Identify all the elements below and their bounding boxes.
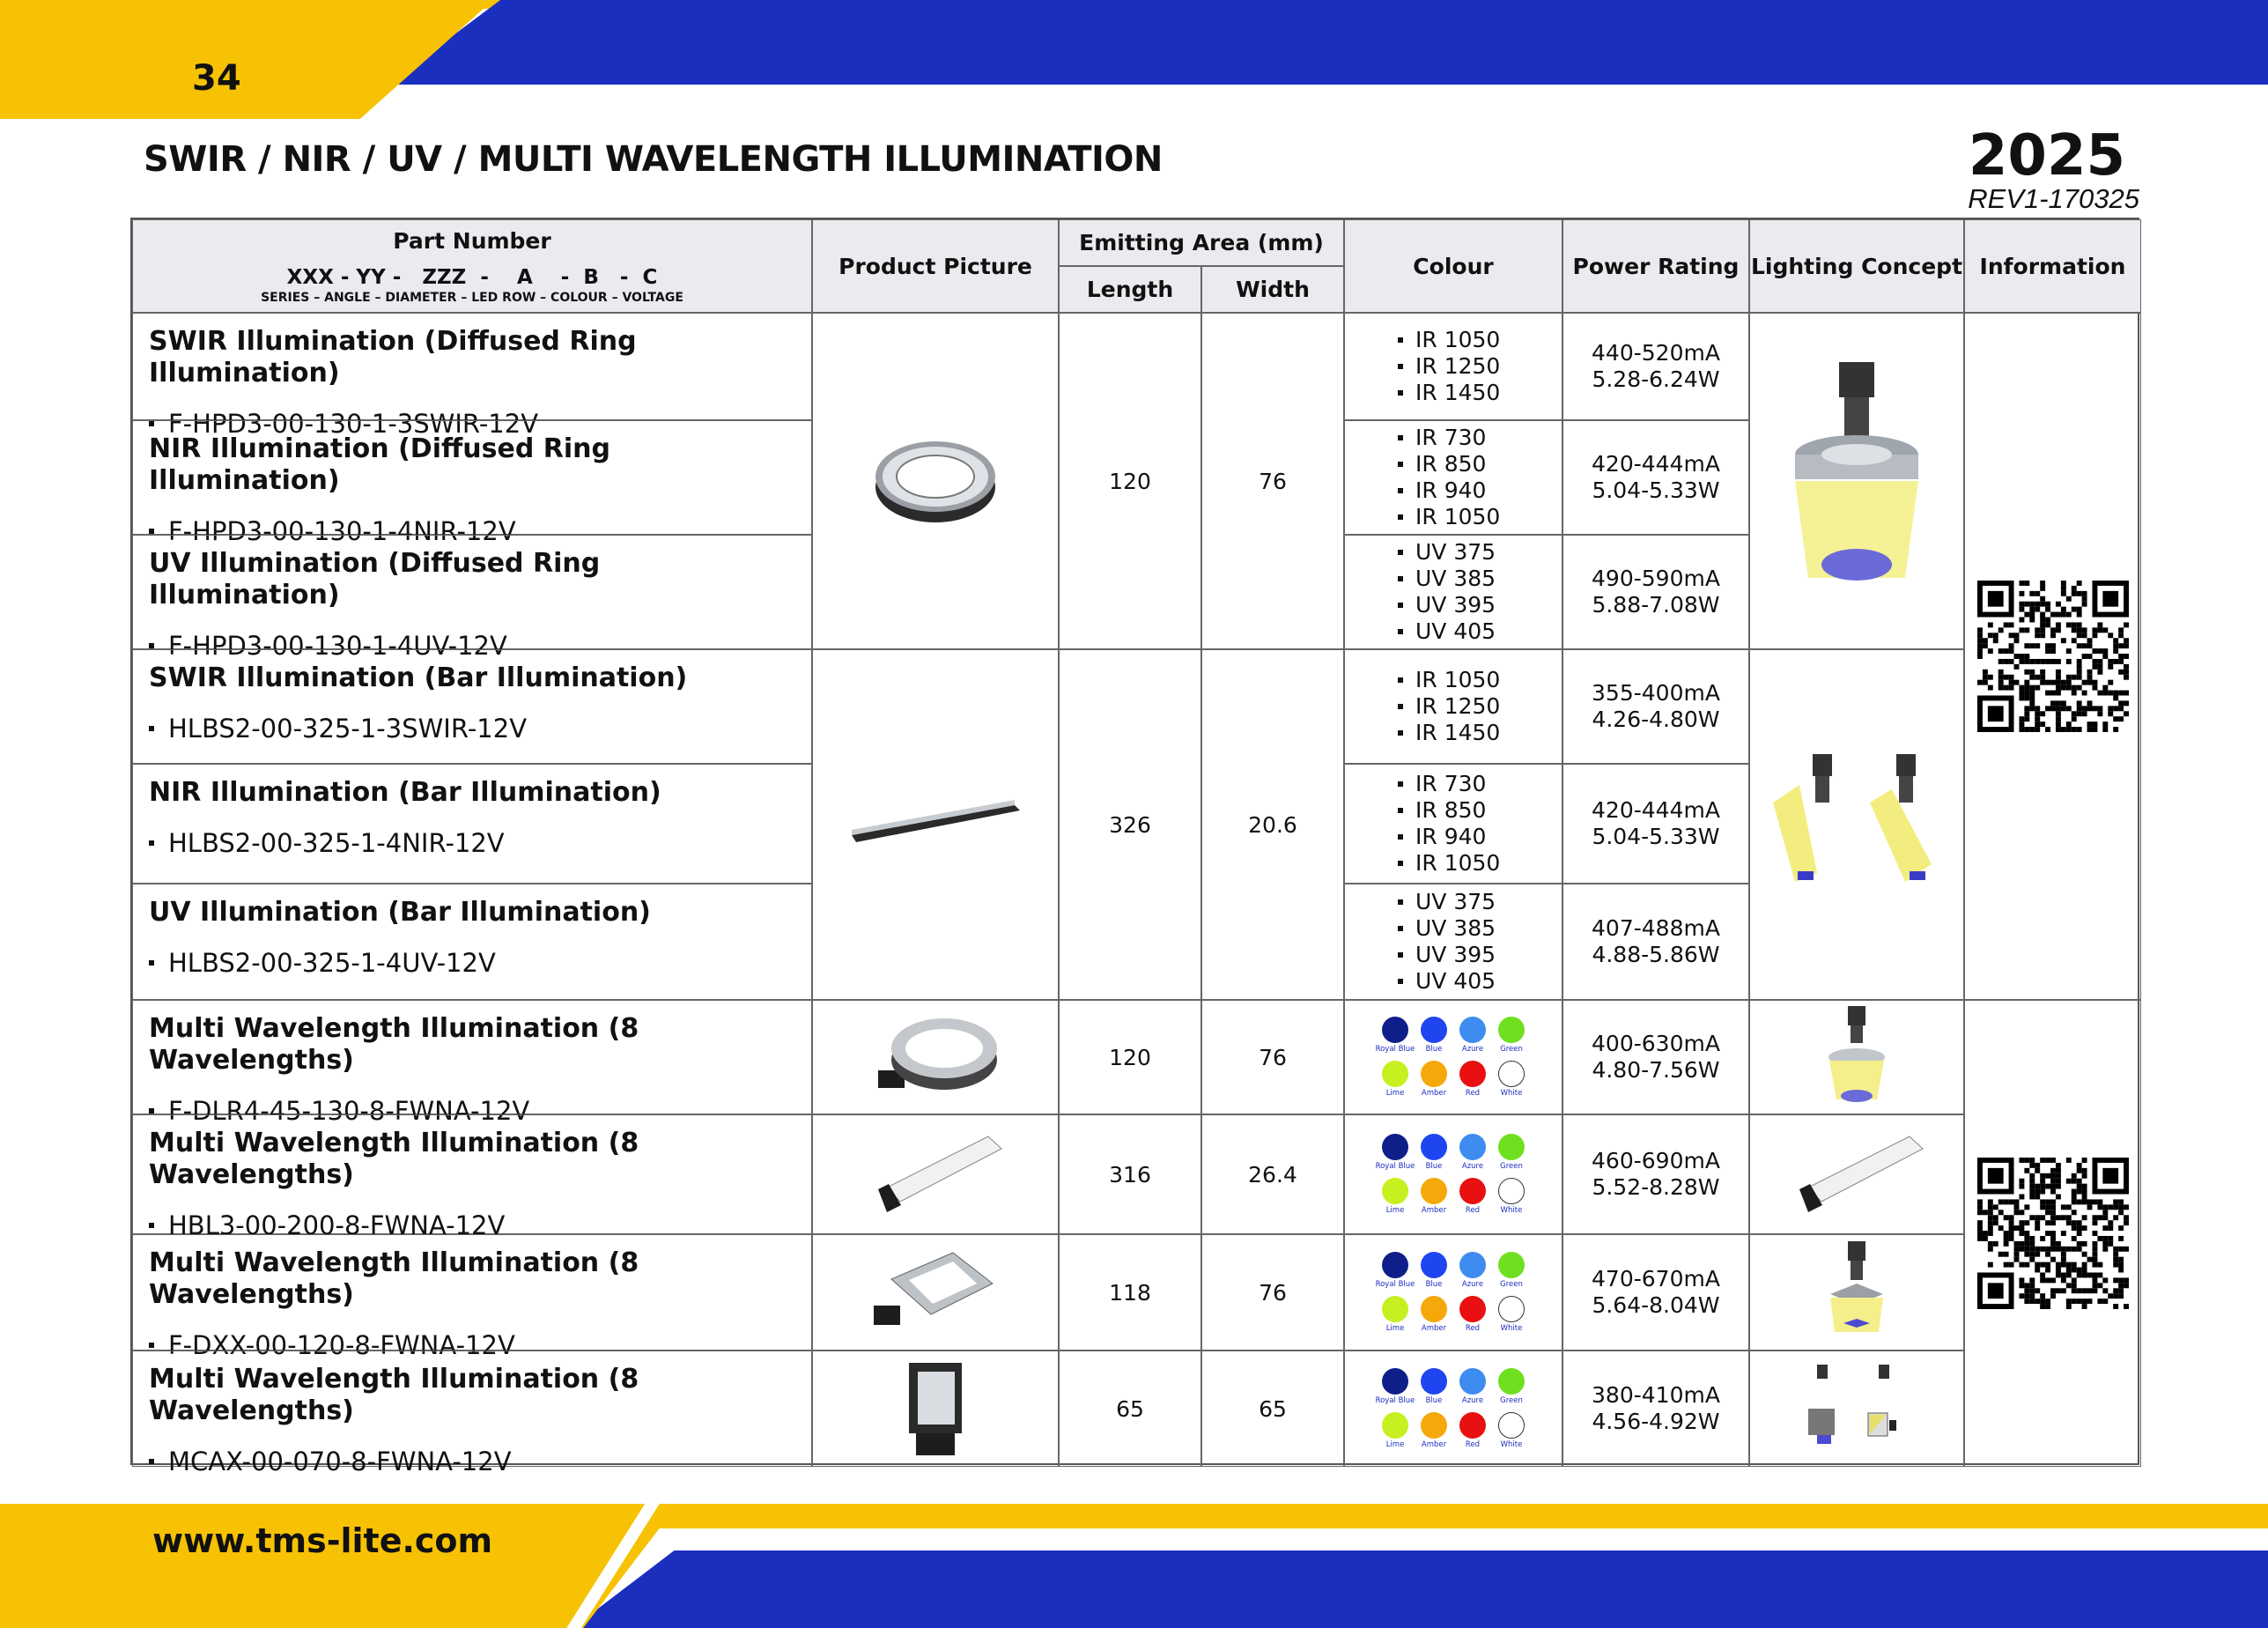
product-name: SWIR Illumination (Bar Illumination): [149, 662, 688, 693]
bar-width: 20.6: [1201, 649, 1344, 1000]
row-7-length: 120: [1059, 1000, 1201, 1114]
colour-item: IR 1250: [1415, 353, 1501, 379]
swatch-dot: [1382, 1252, 1408, 1278]
row-2-power: [1562, 420, 1749, 535]
swatch-label: Blue: [1425, 1162, 1443, 1171]
swatch-label: Green: [1500, 1280, 1523, 1289]
colour-swatch: [1415, 1017, 1453, 1054]
dlr-concept: [1749, 1000, 1964, 1114]
row-2-part: [132, 420, 812, 546]
colour-item: IR 1250: [1415, 693, 1501, 719]
swatch-dot: [1421, 1134, 1447, 1160]
top-yellow-band: [0, 0, 493, 119]
bar-length: 326: [1059, 649, 1201, 1000]
product-name: Multi Wavelength Illumination (8 Wavelengths): [149, 1364, 639, 1426]
swatch-label: Blue: [1425, 1045, 1443, 1054]
colour-swatch: [1492, 1252, 1531, 1289]
power-current: 400-630mA: [1592, 1031, 1720, 1056]
multi-square-image: [869, 1244, 1001, 1341]
colour-swatch: [1376, 1178, 1415, 1215]
bottom-blue-band: [573, 1550, 2268, 1628]
colour-swatch: [1492, 1017, 1531, 1054]
info-cell-2: [1964, 1000, 2141, 1467]
header-part-number: [132, 219, 812, 313]
page-title: SWIR / NIR / UV / MULTI WAVELENGTH ILLUMINATION: [144, 139, 1163, 180]
info-cell-1: [1964, 313, 2141, 1000]
page-number: 34: [192, 58, 241, 99]
swatch-dot: [1382, 1134, 1408, 1160]
swatch-dot: [1498, 1368, 1525, 1395]
colour-swatch: [1415, 1061, 1453, 1098]
swatch-label: Amber: [1421, 1206, 1447, 1215]
header-information: Information: [1964, 219, 2141, 313]
mcax-concept-diagram: [1791, 1360, 1923, 1457]
colour-swatch: [1492, 1412, 1531, 1449]
product-code: MCAX-00-070-8-FWNA-12V: [168, 1447, 512, 1476]
dxx-concept: [1749, 1234, 1964, 1350]
colour-swatch: [1453, 1134, 1492, 1171]
colour-item: IR 1050: [1415, 504, 1501, 529]
swatch-label: Green: [1500, 1396, 1523, 1405]
colour-swatch: [1453, 1296, 1492, 1333]
product-code: F-HPD3-00-130-1-3SWIR-12V: [168, 409, 539, 439]
ring-width: 76: [1201, 313, 1344, 649]
swatch-label: Amber: [1421, 1324, 1447, 1333]
swatch-dot: [1459, 1178, 1486, 1204]
swatch-dot: [1459, 1412, 1486, 1439]
colour-swatch: [1415, 1296, 1453, 1333]
product-code: F-HPD3-00-130-1-4NIR-12V: [168, 516, 516, 546]
row-8-part: [132, 1114, 812, 1240]
mcax-coaxial-picture: [812, 1350, 1059, 1467]
website-link[interactable]: www.tms-lite.com: [152, 1521, 493, 1560]
ring-concept-diagram: [1777, 358, 1936, 604]
row-10-part: [132, 1350, 812, 1476]
swatch-label: Amber: [1421, 1440, 1447, 1449]
power-current: 470-670mA: [1592, 1266, 1720, 1291]
row-9-swatches: [1344, 1234, 1562, 1350]
swatch-label: Amber: [1421, 1089, 1447, 1098]
power-watts: 5.52-8.28W: [1592, 1174, 1720, 1200]
row-1-colours: [1344, 313, 1562, 420]
row-5-colours: [1344, 764, 1562, 884]
swatch-dot: [1382, 1296, 1408, 1322]
power-watts: 4.56-4.92W: [1592, 1409, 1720, 1434]
revision-code: REV1-170325: [1968, 183, 2139, 214]
header-product-picture: Product Picture: [812, 219, 1059, 313]
swatch-dot: [1498, 1252, 1525, 1278]
swatch-dot: [1498, 1017, 1525, 1043]
swatch-dot: [1421, 1368, 1447, 1395]
swatch-dot: [1459, 1296, 1486, 1322]
colour-swatch: [1376, 1368, 1415, 1405]
qr-code-icon[interactable]: [1977, 581, 2129, 732]
header-emitting-area: Emitting Area (mm): [1059, 219, 1344, 266]
multi-ring-image: [869, 1009, 1001, 1106]
colour-swatch: [1492, 1134, 1531, 1171]
colour-item: IR 1450: [1415, 380, 1501, 405]
header-length: Length: [1059, 266, 1201, 313]
ring-length: 120: [1059, 313, 1201, 649]
bar-light-picture: [812, 649, 1059, 1000]
swatch-dot: [1459, 1252, 1486, 1278]
row-4-part: [132, 649, 812, 764]
colour-swatch: [1453, 1368, 1492, 1405]
colour-swatch: [1415, 1412, 1453, 1449]
swatch-label: Azure: [1461, 1045, 1484, 1054]
row-5-part: [132, 764, 812, 884]
power-watts: 5.04-5.33W: [1592, 477, 1720, 503]
row-4-colours: [1344, 649, 1562, 764]
power-current: 420-444mA: [1592, 451, 1720, 477]
colour-item: IR 1450: [1415, 720, 1501, 745]
part-legend: SERIES – ANGLE – DIAMETER – LED ROW – COLOUR – VOLTAGE: [261, 290, 683, 305]
product-code: HLBS2-00-325-1-4NIR-12V: [168, 828, 505, 858]
row-6-colours: [1344, 884, 1562, 1000]
colour-swatch: [1415, 1252, 1453, 1289]
product-name: NIR Illumination (Diffused Ring Illumination): [149, 433, 610, 496]
colour-item: UV 395: [1415, 942, 1496, 967]
row-2-colours: [1344, 420, 1562, 535]
swatch-dot: [1498, 1178, 1525, 1204]
swatch-dot: [1498, 1061, 1525, 1087]
colour-swatch: [1492, 1178, 1531, 1215]
colour-swatch: [1415, 1368, 1453, 1405]
swatch-label: Red: [1465, 1324, 1481, 1333]
swatch-dot: [1459, 1061, 1486, 1087]
colour-item: IR 1050: [1415, 327, 1501, 352]
power-current: 380-410mA: [1592, 1382, 1720, 1408]
row-10-power: [1562, 1350, 1749, 1467]
product-name: UV Illumination (Diffused Ring Illumination): [149, 548, 601, 610]
swatch-label: Blue: [1425, 1396, 1443, 1405]
swatch-dot: [1382, 1412, 1408, 1439]
row-9-part: [132, 1234, 812, 1360]
row-7-power: [1562, 1000, 1749, 1114]
colour-item: UV 405: [1415, 968, 1496, 994]
swatch-dot: [1382, 1178, 1408, 1204]
product-name: Multi Wavelength Illumination (8 Wavelengths): [149, 1013, 639, 1076]
colour-swatch: [1453, 1252, 1492, 1289]
colour-item: UV 375: [1415, 889, 1496, 914]
power-current: 440-520mA: [1592, 340, 1720, 366]
row-5-power: [1562, 764, 1749, 884]
row-6-power: [1562, 884, 1749, 1000]
swatch-label: Red: [1465, 1089, 1481, 1098]
swatch-label: Azure: [1461, 1280, 1484, 1289]
hbl-concept-diagram: [1782, 1126, 1932, 1223]
header-part-number-label: Part Number: [393, 227, 551, 254]
row-6-part: [132, 884, 812, 1000]
power-current: 460-690mA: [1592, 1148, 1720, 1173]
colour-swatch: [1376, 1134, 1415, 1171]
colour-item: IR 1050: [1415, 667, 1501, 692]
swatch-dot: [1459, 1368, 1486, 1395]
power-current: 420-444mA: [1592, 797, 1720, 823]
swatch-label: Royal Blue: [1375, 1280, 1415, 1289]
colour-item: IR 940: [1415, 824, 1487, 849]
swatch-label: Blue: [1425, 1280, 1443, 1289]
swatch-label: Lime: [1385, 1324, 1405, 1333]
colour-swatch: [1453, 1178, 1492, 1215]
swatch-dot: [1421, 1412, 1447, 1439]
swatch-dot: [1382, 1368, 1408, 1395]
row-8-width: 26.4: [1201, 1114, 1344, 1234]
colour-item: IR 850: [1415, 451, 1487, 477]
row-9-power: [1562, 1234, 1749, 1350]
swatch-dot: [1421, 1061, 1447, 1087]
bar-concept-diagram: [1764, 750, 1949, 899]
swatch-dot: [1498, 1296, 1525, 1322]
product-code: HLBS2-00-325-1-3SWIR-12V: [168, 714, 528, 744]
swatch-dot: [1421, 1017, 1447, 1043]
power-watts: 4.26-4.80W: [1592, 707, 1720, 732]
row-4-power: [1562, 649, 1749, 764]
dlr-ring-picture: [812, 1000, 1059, 1114]
swatch-label: Green: [1500, 1045, 1523, 1054]
colour-item: UV 395: [1415, 592, 1496, 618]
row-1-power: [1562, 313, 1749, 420]
product-name: Multi Wavelength Illumination (8 Wavelengths): [149, 1247, 639, 1310]
colour-swatch: [1453, 1061, 1492, 1098]
swatch-dot: [1421, 1178, 1447, 1204]
swatch-dot: [1459, 1017, 1486, 1043]
power-current: 490-590mA: [1592, 566, 1720, 591]
swatch-label: Lime: [1385, 1206, 1405, 1215]
header-colour: Colour: [1344, 219, 1562, 313]
swatch-dot: [1498, 1412, 1525, 1439]
row-10-width: 65: [1201, 1350, 1344, 1467]
product-code: HBL3-00-200-8-FWNA-12V: [168, 1210, 506, 1240]
colour-swatch: [1492, 1061, 1531, 1098]
colour-item: UV 375: [1415, 539, 1496, 565]
colour-item: IR 940: [1415, 477, 1487, 503]
colour-swatch: [1376, 1412, 1415, 1449]
colour-swatch: [1453, 1412, 1492, 1449]
part-format: XXX - YY - ZZZ - A - B - C: [286, 265, 658, 289]
row-3-part: [132, 535, 812, 661]
row-9-width: 76: [1201, 1234, 1344, 1350]
swatch-label: Green: [1500, 1162, 1523, 1171]
ring-light-image: [869, 433, 1001, 529]
row-8-swatches: [1344, 1114, 1562, 1234]
swatch-dot: [1421, 1296, 1447, 1322]
colour-item: UV 405: [1415, 618, 1496, 644]
swatch-label: Royal Blue: [1375, 1045, 1415, 1054]
power-watts: 4.80-7.56W: [1592, 1057, 1720, 1083]
product-name: NIR Illumination (Bar Illumination): [149, 777, 661, 808]
colour-swatch: [1492, 1296, 1531, 1333]
product-table: [130, 218, 2139, 1476]
row-8-length: 316: [1059, 1114, 1201, 1234]
dxx-square-picture: [812, 1234, 1059, 1350]
colour-item: UV 385: [1415, 915, 1496, 941]
header-width: Width: [1201, 266, 1344, 313]
hbl-concept: [1749, 1114, 1964, 1234]
power-watts: 4.88-5.86W: [1592, 942, 1720, 967]
product-name: SWIR Illumination (Diffused Ring Illumination): [149, 326, 637, 388]
bar-lighting-concept: [1749, 649, 1964, 1000]
row-10-length: 65: [1059, 1350, 1201, 1467]
colour-swatch: [1376, 1296, 1415, 1333]
catalog-year: 2025: [1968, 123, 2125, 189]
row-7-swatches: [1344, 1000, 1562, 1114]
colour-swatch: [1376, 1061, 1415, 1098]
swatch-dot: [1498, 1134, 1525, 1160]
colour-swatch: [1453, 1017, 1492, 1054]
multi-bar-image: [861, 1126, 1010, 1223]
swatch-label: White: [1500, 1206, 1523, 1215]
swatch-dot: [1382, 1061, 1408, 1087]
swatch-label: Lime: [1385, 1089, 1405, 1098]
swatch-label: Azure: [1461, 1396, 1484, 1405]
colour-swatch: [1492, 1368, 1531, 1405]
ring-lighting-concept: [1749, 313, 1964, 649]
coaxial-image: [900, 1358, 971, 1460]
row-1-part: [132, 313, 812, 439]
row-3-power: [1562, 535, 1749, 649]
product-code: F-HPD3-00-130-1-4UV-12V: [168, 631, 507, 661]
header-lighting-concept: Lighting Concept: [1749, 219, 1964, 313]
colour-item: IR 850: [1415, 797, 1487, 823]
swatch-label: Red: [1465, 1206, 1481, 1215]
row-3-colours: [1344, 535, 1562, 649]
colour-item: UV 385: [1415, 566, 1496, 591]
header-power-rating: Power Rating: [1562, 219, 1749, 313]
swatch-dot: [1421, 1252, 1447, 1278]
ring-light-picture: [812, 313, 1059, 649]
swatch-label: White: [1500, 1089, 1523, 1098]
qr-code-icon[interactable]: [1977, 1158, 2129, 1309]
colour-swatch: [1376, 1252, 1415, 1289]
swatch-label: Royal Blue: [1375, 1162, 1415, 1171]
row-7-part: [132, 1000, 812, 1126]
swatch-label: Red: [1465, 1440, 1481, 1449]
swatch-dot: [1459, 1134, 1486, 1160]
colour-swatch: [1415, 1178, 1453, 1215]
dlr-concept-diagram: [1817, 1004, 1896, 1110]
bottom-yellow-strip: [617, 1504, 2268, 1528]
swatch-label: White: [1500, 1440, 1523, 1449]
product-code: F-DXX-00-120-8-FWNA-12V: [168, 1330, 515, 1360]
power-watts: 5.88-7.08W: [1592, 592, 1720, 618]
colour-swatch: [1415, 1134, 1453, 1171]
power-watts: 5.64-8.04W: [1592, 1292, 1720, 1318]
dxx-concept-diagram: [1813, 1240, 1901, 1345]
swatch-label: Royal Blue: [1375, 1396, 1415, 1405]
bar-light-image: [847, 798, 1023, 851]
swatch-label: Azure: [1461, 1162, 1484, 1171]
power-watts: 5.28-6.24W: [1592, 366, 1720, 392]
colour-item: IR 1050: [1415, 850, 1501, 876]
colour-swatch: [1376, 1017, 1415, 1054]
power-current: 355-400mA: [1592, 680, 1720, 706]
row-7-width: 76: [1201, 1000, 1344, 1114]
swatch-label: Lime: [1385, 1440, 1405, 1449]
product-code: HLBS2-00-325-1-4UV-12V: [168, 948, 496, 978]
row-9-length: 118: [1059, 1234, 1201, 1350]
row-8-power: [1562, 1114, 1749, 1234]
product-name: UV Illumination (Bar Illumination): [149, 897, 651, 928]
colour-item: IR 730: [1415, 425, 1487, 450]
power-watts: 5.04-5.33W: [1592, 824, 1720, 849]
swatch-dot: [1382, 1017, 1408, 1043]
top-blue-band: [388, 0, 2268, 85]
swatch-label: White: [1500, 1324, 1523, 1333]
colour-item: IR 730: [1415, 771, 1487, 796]
power-current: 407-488mA: [1592, 915, 1720, 941]
product-name: Multi Wavelength Illumination (8 Wavelengths): [149, 1128, 639, 1190]
hbl-bar-picture: [812, 1114, 1059, 1234]
row-10-swatches: [1344, 1350, 1562, 1467]
mcax-concept: [1749, 1350, 1964, 1467]
product-code: F-DLR4-45-130-8-FWNA-12V: [168, 1096, 530, 1126]
